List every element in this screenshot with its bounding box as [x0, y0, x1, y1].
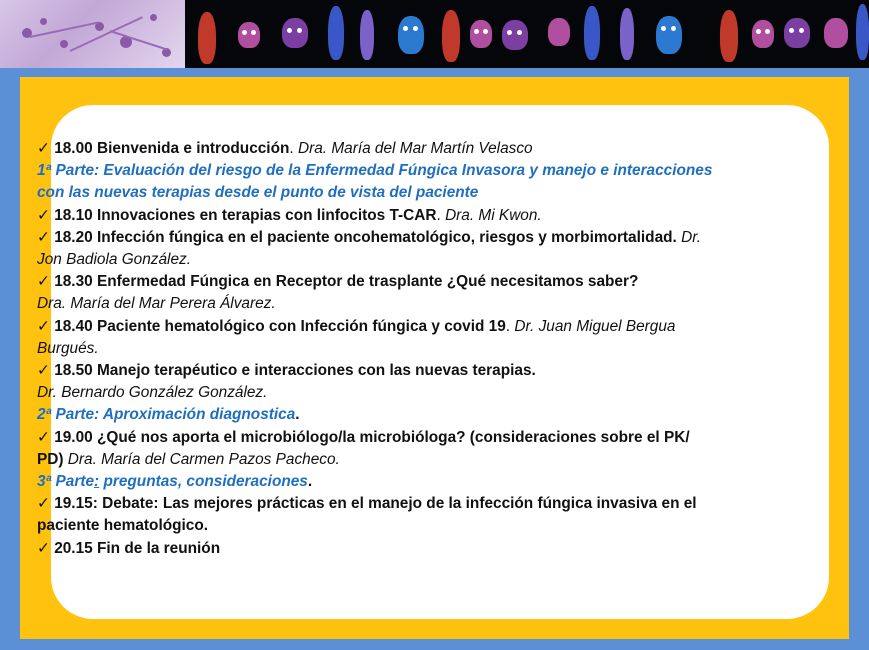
check-icon: ✓	[37, 539, 50, 557]
agenda-text	[37, 138, 777, 560]
agenda-item-title: 18.40 Paciente hematológico con Infección fúngica y covid 19	[54, 317, 506, 335]
agenda-item-1900	[37, 427, 777, 449]
check-icon: ✓	[37, 428, 50, 446]
agenda-item-title: 19.15: Debate: Las mejores prácticas en el manejo de la infección fúngica invasiva en el	[54, 495, 697, 513]
agenda-item-title: 19.00 ¿Qué nos aporta el microbiólogo/la microbióloga? (consideraciones sobre el PK/	[54, 428, 690, 446]
agenda-item-speaker: Burgués.	[37, 339, 99, 357]
agenda-item-title: 20.15 Fin de la reunión	[54, 539, 221, 557]
agenda-item-1820	[37, 227, 777, 249]
agenda-item-title: 18.10 Innovaciones en terapias con linfocitos T-CAR	[54, 206, 437, 224]
agenda-item-1850	[37, 360, 777, 382]
agenda-item-speaker: Dra. María del Mar Martín Velasco	[297, 140, 533, 157]
section-heading-part1-cont: con las nuevas terapias desde el punto de vista del paciente	[37, 184, 479, 202]
agenda-item-speaker: Dra. María del Mar Perera Álvarez.	[37, 295, 276, 313]
agenda-item-title: 18.20 Infección fúngica en el paciente oncohematológico, riesgos y morbimortalidad.	[54, 228, 677, 246]
header-banner	[0, 0, 869, 68]
check-icon: ✓	[37, 140, 50, 157]
agenda-item-title: 18.00 Bienvenida e introducción	[54, 140, 290, 157]
agenda-item-1810: ✓ 18.10 Innovaciones en terapias con linfocitos T-CAR. Dra. Mi Kwon.	[37, 206, 542, 224]
check-icon: ✓	[37, 273, 50, 291]
agenda-item-speaker: Dr.	[681, 228, 702, 246]
check-icon: ✓	[37, 228, 50, 246]
check-icon: ✓	[37, 206, 50, 224]
agenda-item-speaker: Dra. Mi Kwon.	[445, 206, 542, 224]
section-heading-part2: 2ª Parte: Aproximación diagnostica.	[37, 406, 300, 424]
agenda-item-1915-cont: paciente hematológico.	[37, 517, 209, 535]
agenda-item-1830	[37, 271, 777, 293]
section-heading-part1: 1ª Parte: Evaluación del riesgo de la Enfermedad Fúngica Invasora y manejo e interacciones	[37, 162, 713, 180]
agenda-item-speaker: Dr. Juan Miguel Bergua	[514, 317, 676, 335]
section-heading-part3: 3ª Parte: preguntas, consideraciones.	[37, 473, 313, 491]
check-icon: ✓	[37, 317, 50, 335]
agenda-item-title: 18.30 Enfermedad Fúngica en Receptor de trasplante ¿Qué necesitamos saber?	[54, 273, 639, 291]
microscope-image	[0, 0, 185, 68]
check-icon: ✓	[37, 495, 50, 513]
agenda-item-speaker: Jon Badiola González.	[37, 251, 192, 269]
agenda-item-1800: ✓ 18.00 Bienvenida e introducción. Dra. María del Mar Martín Velasco	[37, 140, 533, 157]
agenda-item-speaker: Dra. María del Carmen Pazos Pacheco.	[67, 450, 340, 468]
agenda-item-1900-cont: PD) Dra. María del Carmen Pazos Pacheco.	[37, 450, 340, 468]
check-icon: ✓	[37, 362, 50, 380]
agenda-item-speaker: Dr. Bernardo González González.	[37, 384, 268, 402]
agenda-item-2015	[37, 538, 777, 560]
agenda-item-title: 18.50 Manejo terapéutico e interacciones con las nuevas terapias.	[54, 362, 536, 380]
agenda-item-1915	[37, 493, 777, 515]
agenda-item-1840: ✓ 18.40 Paciente hematológico con Infección fúngica y covid 19. Dr. Juan Miguel Bergua	[37, 317, 676, 335]
